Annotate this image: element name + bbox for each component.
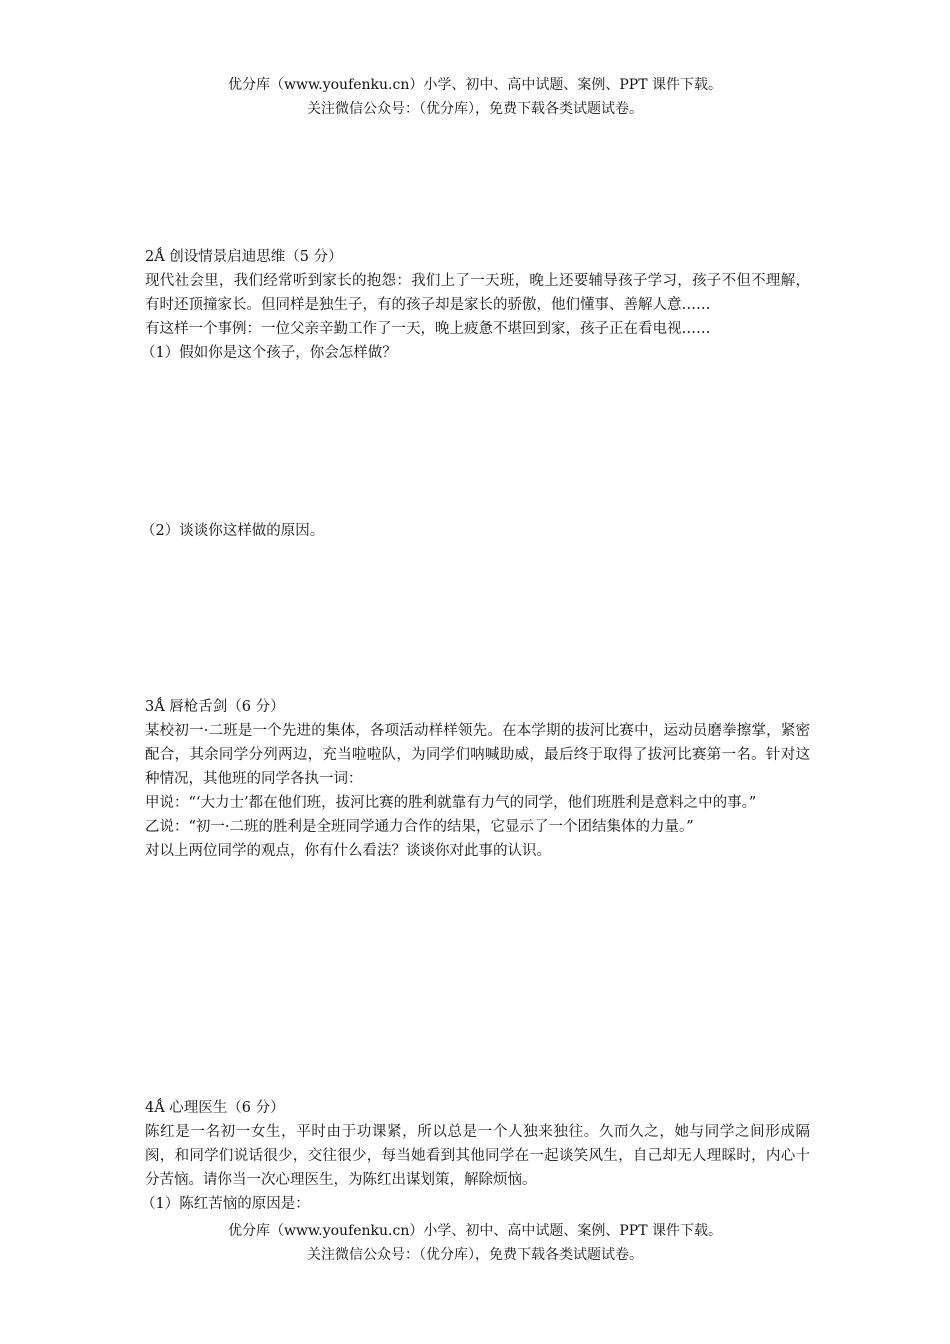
page-footer: [0, 1219, 950, 1267]
footer-line-1: 优分库（www.youfenku.cn）小学、初中、高中试题、案例、PPT 课件下载。: [227, 1223, 722, 1239]
question-2-part-2: [141, 519, 810, 543]
question-3: [145, 695, 810, 863]
page-header: [0, 73, 950, 121]
question-4: [141, 1096, 810, 1216]
question-2-paragraph-1: 现代社会里，我们经常听到家长的抱怨：我们上了一天班，晚上还要辅导孩子学习，孩子不但不理解，有时还顶撞家长。但同样是独生子，有的孩子却是家长的骄傲，他们懂事、善解人意……: [145, 273, 810, 313]
question-2: [141, 245, 810, 365]
header-line-1: 优分库（www.youfenku.cn）小学、初中、高中试题、案例、PPT 课件下载。: [227, 77, 722, 93]
question-3-title: 3Ǻ 唇枪舌剑（6 分）: [145, 699, 285, 715]
question-2-sub-1: （1）假如你是这个孩子，你会怎样做？: [141, 345, 397, 361]
question-2-sub-2: （2）谈谈你这样做的原因。: [141, 523, 325, 539]
question-4-title: 4Ǻ 心理医生（6 分）: [145, 1100, 285, 1116]
question-3-paragraph-2: 甲说：“‘大力士’都在他们班，拔河比赛的胜利就靠有力气的同学，他们班胜利是意料之中的事。”: [145, 795, 757, 811]
question-4-paragraph-1: 陈红是一名初一女生，平时由于功课紧，所以总是一个人独来独往。久而久之，她与同学之间形成隔阂，和同学们说话很少，交往很少，每当她看到其他同学在一起谈笑风生，自己却无人理睬时，内心十分苦恼。请你当一次心理医生，为陈红出谋划策，解除烦恼。: [145, 1124, 810, 1188]
header-line-2: 关注微信公众号：（优分库），免费下载各类试题试卷。: [307, 101, 643, 117]
question-2-paragraph-2: 有这样一个事例：一位父亲辛勤工作了一天，晚上疲惫不堪回到家，孩子正在看电视……: [145, 321, 711, 337]
question-4-sub-1: （1）陈红苦恼的原因是：: [141, 1196, 310, 1212]
footer-line-2: 关注微信公众号：（优分库），免费下载各类试题试卷。: [307, 1247, 643, 1263]
question-3-paragraph-1: 某校初一·二班是一个先进的集体，各项活动样样领先。在本学期的拔河比赛中，运动员磨拳擦掌，紧密配合，其余同学分列两边，充当啦啦队，为同学们呐喊助威，最后终于取得了拔河比赛第一名。针对这种情况，其他班的同学各执一词：: [145, 723, 810, 787]
question-3-paragraph-4: 对以上两位同学的观点，你有什么看法？谈谈你对此事的认识。: [145, 843, 551, 859]
question-2-title: 2Ǻ 创设情景启迪思维（5 分）: [145, 249, 343, 265]
question-3-paragraph-3: 乙说：“初一·二班的胜利是全班同学通力合作的结果，它显示了一个团结集体的力量。”: [145, 819, 694, 835]
